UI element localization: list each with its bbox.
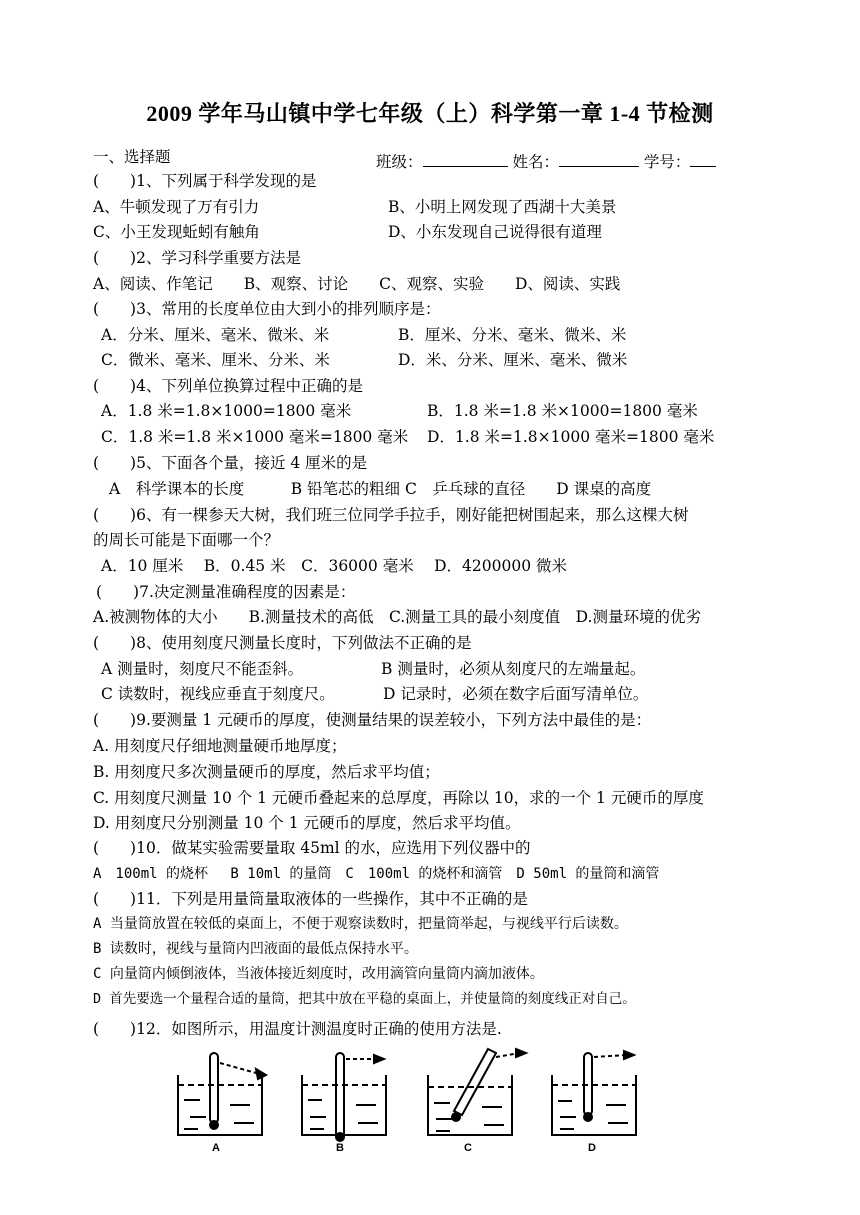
option-8b: B 测量时，必须从刻度尺的左端量起。 xyxy=(381,660,646,678)
question-6: ( )6、有一棵参天大树，我们班三位同学手拉手，刚好能把树围起来，那么这棵大树 xyxy=(93,506,689,524)
beaker-a xyxy=(178,1053,266,1135)
student-info xyxy=(376,151,716,172)
options-2: A、阅读、作笔记 B、观察、讨论 C、观察、实验 D、阅读、实践 xyxy=(93,275,621,293)
page-title: 2009 学年马山镇中学七年级（上）科学第一章 1-4 节检测 xyxy=(146,101,714,126)
option-11b: B 读数时，视线与量筒内凹液面的最低点保持水平。 xyxy=(93,941,418,957)
option-4a: A．1.8 米=1.8×1000=1800 毫米 xyxy=(101,402,352,420)
question-7: ( )7.决定测量准确程度的因素是： xyxy=(96,583,356,601)
option-1c: C、小王发现蚯蚓有触角 xyxy=(93,223,260,241)
option-3b: B．厘米、分米、毫米、微米、米 xyxy=(398,326,627,344)
option-1d: D、小东发现自己说得很有道理 xyxy=(388,223,602,241)
options-5: A 科学课本的长度 B 铅笔芯的粗细 C 乒乓球的直径 D 课桌的高度 xyxy=(109,480,652,498)
beaker-d xyxy=(552,1051,636,1135)
question-6-cont: 的周长可能是下面哪一个？ xyxy=(93,531,280,549)
option-9c: C. 用刻度尺测量 10 个 1 元硬币叠起来的总厚度，再除以 10，求的一个 1 元硬币的厚度 xyxy=(93,789,704,807)
name-label: 姓名： xyxy=(512,153,559,171)
option-3d: D．米、分米、厘米、毫米、微米 xyxy=(398,351,628,369)
option-4d: D．1.8 米=1.8×1000 毫米=1800 毫米 xyxy=(427,428,715,446)
option-11a: A 当量筒放置在较低的桌面上，不便于观察读数时，把量筒举起，与视线平行后读数。 xyxy=(93,916,628,932)
option-8c: C 读数时，视线应垂直于刻度尺。 xyxy=(101,685,335,703)
option-3a: A．分米、厘米、毫米、微米、米 xyxy=(101,326,330,344)
figure-label-b: B xyxy=(336,1142,344,1154)
thermometer-figure xyxy=(170,1045,640,1155)
beaker-c xyxy=(428,1049,526,1135)
figure-label-c: C xyxy=(464,1142,472,1154)
question-9: ( )9.要测量 1 元硬币的厚度，使测量结果的误差较小，下列方法中最佳的是： xyxy=(93,711,652,729)
options-6: A．10 厘米 B．0.45 米 C．36000 毫米 D．4200000 微米 xyxy=(101,557,568,575)
option-9b: B. 用刻度尺多次测量硬币的厚度，然后求平均值； xyxy=(93,763,440,781)
option-4c: C．1.8 米=1.8 米×1000 毫米=1800 毫米 xyxy=(101,428,409,446)
question-1: ( )1、下列属于科学发现的是 xyxy=(93,172,317,190)
question-2: ( )2、学习科学重要方法是 xyxy=(93,249,301,267)
class-label: 班级： xyxy=(376,153,423,171)
option-3c: C．微米、毫米、厘米、分米、米 xyxy=(101,351,330,369)
option-1b: B、小明上网发现了西湖十大美景 xyxy=(388,198,617,216)
option-8a: A 测量时，刻度尺不能歪斜。 xyxy=(101,660,304,678)
section-heading: 一、选择题 xyxy=(93,148,171,166)
options-10: A 100ml 的烧杯 B 10ml 的量筒 C 100ml 的烧杯和滴管 D 50ml 的量筒和滴管 xyxy=(93,866,660,882)
question-12: ( )12．如图所示，用温度计测温度时正确的使用方法是. xyxy=(93,1020,502,1038)
option-4b: B．1.8 米=1.8 米×1000=1800 毫米 xyxy=(427,402,698,420)
figure-label-d: D xyxy=(588,1142,596,1154)
class-blank[interactable] xyxy=(423,151,508,167)
option-9d: D. 用刻度尺分别测量 10 个 1 元硬币的厚度，然后求平均值。 xyxy=(93,814,521,832)
beaker-b xyxy=(302,1053,386,1141)
question-10: ( )10．做某实验需要量取 45ml 的水，应选用下列仪器中的 xyxy=(93,839,531,857)
id-blank[interactable] xyxy=(690,151,716,167)
question-11: ( )11．下列是用量筒量取液体的一些操作，其中不正确的是 xyxy=(93,890,528,908)
option-11d: D 首先要选一个量程合适的量筒，把其中放在平稳的桌面上，并使量筒的刻度线正对自己。 xyxy=(93,991,636,1007)
option-8d: D 记录时，必须在数字后面写清单位。 xyxy=(383,685,649,703)
name-blank[interactable] xyxy=(559,151,639,167)
option-1a: A、牛顿发现了万有引力 xyxy=(93,198,260,216)
question-4: ( )4、下列单位换算过程中正确的是 xyxy=(93,377,363,395)
figure-label-a: A xyxy=(212,1142,220,1154)
option-9a: A. 用刻度尺仔细地测量硬币地厚度； xyxy=(93,737,347,755)
question-5: ( )5、下面各个量，接近 4 厘米的是 xyxy=(93,454,368,472)
option-11c: C 向量筒内倾倒液体，当液体接近刻度时，改用滴管向量筒内滴加液体。 xyxy=(93,966,544,982)
id-label: 学号： xyxy=(643,153,691,171)
options-7: A.被测物体的大小 B.测量技术的高低 C.测量工具的最小刻度值 D.测量环境的优劣 xyxy=(93,608,701,626)
question-8: ( )8、使用刻度尺测量长度时，下列做法不正确的是 xyxy=(93,634,472,652)
question-3: ( )3、常用的长度单位由大到小的排列顺序是： xyxy=(93,300,441,318)
